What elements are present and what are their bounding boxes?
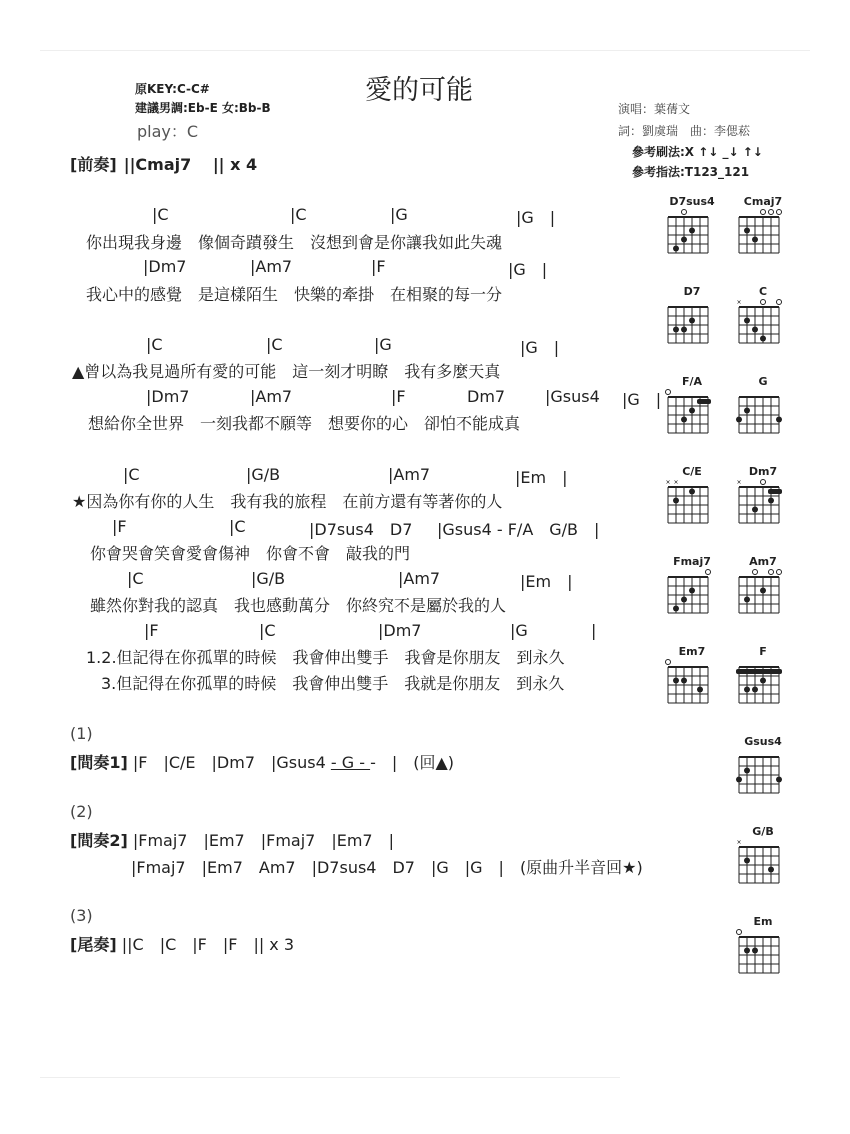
bottom-divider [40,1077,620,1078]
finger-dot [681,327,687,333]
chord-diagram-name: Cmaj7 [743,195,783,208]
interlude1-underlined: - G - [330,753,371,772]
open-string-marker [666,390,671,395]
finger-dot [673,246,679,252]
chord: |Am7 [250,387,293,406]
section-number: (3) [70,906,93,925]
finger-dot [697,687,703,693]
outro-row [70,932,294,955]
singer: 演唱：葉蒨文 [618,102,691,116]
finger-dot [689,588,695,594]
finger-dot [689,408,695,414]
muted-string-marker: × [736,299,742,306]
lyric-line: 1.2.但記得在你孤單的時候 我會伸出雙手 我會是你朋友 到永久 [86,648,565,667]
fretboard [662,387,714,443]
chord-diagram-name: Gsus4 [744,735,782,748]
finger-dot [744,597,750,603]
chord: |G [390,205,408,224]
chord-diagram-name: F [759,645,767,658]
chord: |G | [520,338,560,357]
finger-dot [752,948,758,954]
finger-dot [744,408,750,414]
chord: |Am7 [398,569,441,588]
finger-pattern: 參考指法:T123_121 [632,165,750,179]
interlude2-label: [間奏2] [70,831,128,850]
fretboard [662,207,714,263]
chord: |F [371,257,386,276]
open-string-marker [761,480,766,485]
finger-dot [744,858,750,864]
chord: |Dm7 [378,621,422,640]
suggested-key: 建議男調:Eb-E 女:Bb-B [135,101,271,115]
chord: |G | [508,260,548,279]
finger-dot [760,588,766,594]
finger-dot [673,606,679,612]
chord-diagram-name: Fmaj7 [673,555,711,568]
open-string-marker [769,210,774,215]
finger-dot [689,318,695,324]
chord: |C [229,517,246,536]
fretboard [733,927,785,983]
chord: |G [510,621,528,640]
open-string-marker [769,570,774,575]
chord: |C [146,335,163,354]
chord: |F [391,387,406,406]
open-string-marker [737,930,742,935]
chord: |D7sus4 D7 [309,520,413,539]
lyric-line: 你出現我身邊 像個奇蹟發生 沒想到會是你讓我如此失魂 [86,233,503,252]
finger-dot [776,417,782,423]
open-string-marker [666,660,671,665]
chord-diagram-name: C [758,285,768,298]
intro-chords: ||Cmaj7 || x 4 [123,155,258,174]
chord-diagram-cmaj7 [733,195,793,275]
lyric-line: 我心中的感覺 是這樣陌生 快樂的牽掛 在相聚的每一分 [86,285,503,304]
finger-dot [760,678,766,684]
chord: |C [123,465,140,484]
chord-diagram-name: Em [753,915,773,928]
finger-dot [689,489,695,495]
muted-string-marker: × [736,839,742,846]
chord-diagram-name: Em7 [678,645,706,658]
strum-pattern: 參考刷法:X ↑↓ _↓ ↑↓ [632,145,763,159]
finger-dot [736,417,742,423]
chord-diagram-c [733,285,793,365]
chord: |Gsus4 [545,387,600,406]
finger-dot [760,336,766,342]
finger-dot [673,327,679,333]
fretboard [662,657,714,713]
lyric-line: 3.但記得在你孤單的時候 我會伸出雙手 我就是你朋友 到永久 [101,674,565,693]
chord-diagram-d7 [662,285,722,365]
fretboard [662,567,714,623]
finger-dot [681,237,687,243]
intro-row [70,152,257,175]
fretboard [733,837,785,893]
finger-dot [752,327,758,333]
interlude1-label: [間奏1] [70,753,128,772]
chord: |G/B [251,569,286,588]
chord-diagram-name: Dm7 [748,465,778,478]
chord-diagram-d7sus4 [662,195,722,275]
lyric-line: 你會哭會笑會愛會傷神 你會不會 敲我的門 [90,544,411,563]
chord: |C [259,621,276,640]
finger-dot [673,498,679,504]
fretboard [662,477,714,533]
interlude1-chords: |F |C/E |Dm7 |Gsus4 [132,753,331,772]
open-string-marker [761,300,766,305]
finger-dot [689,228,695,234]
chord-diagram-g-b [733,825,793,905]
original-key: 原KEY:C-C# [135,82,210,96]
chord-diagram-name: F/A [681,375,703,388]
open-string-marker [761,210,766,215]
chord-diagram-name: G [758,375,768,388]
fretboard [733,207,785,263]
top-divider [40,50,810,51]
finger-dot [744,228,750,234]
play-key: play：C [137,122,199,141]
chord-diagram-em7 [662,645,722,725]
chord-diagram-name: C/E [682,465,702,478]
finger-dot [744,687,750,693]
open-string-marker [777,300,782,305]
interlude1-row [70,750,454,773]
finger-dot [768,867,774,873]
finger-dot [768,498,774,504]
chord-diagram-f-a [662,375,722,455]
chord-diagram-em [733,915,793,995]
lyric-line: ★因為你有你的人生 我有我的旅程 在前方還有等著你的人 [72,492,503,511]
finger-dot [752,687,758,693]
muted-string-marker: × [673,479,679,486]
fretboard [662,297,714,353]
finger-dot [736,777,742,783]
outro-label: [尾奏] [70,935,117,954]
interlude2-line2: |Fmaj7 |Em7 Am7 |D7sus4 D7 |G |G | (原曲升半音回★) [131,858,643,877]
chord: |Em | [515,468,568,487]
chord: |C [266,335,283,354]
chord: |G/B [246,465,281,484]
barre [697,399,711,404]
chord: |Gsus4 - F/A G/B | [437,520,600,539]
chord: | [591,621,597,640]
song-title: 愛的可能 [365,75,473,106]
chord-diagram-dm7 [733,465,793,545]
chord: |F [112,517,127,536]
chord-diagram-name: G/B [752,825,774,838]
chord: |G | [516,208,556,227]
finger-dot [744,948,750,954]
finger-dot [752,507,758,513]
chord: Dm7 [467,387,506,406]
chord: |C [152,205,169,224]
chord: |C [127,569,144,588]
chord-diagram-c-e [662,465,722,545]
open-string-marker [753,570,758,575]
open-string-marker [706,570,711,575]
finger-dot [752,237,758,243]
section-number: (2) [70,802,93,821]
interlude2-row [70,828,394,851]
chord: |F [144,621,159,640]
outro-chords: ||C |C |F |F || x 3 [121,935,295,954]
finger-dot [744,318,750,324]
fretboard [733,297,785,353]
open-string-marker [777,570,782,575]
muted-string-marker: × [665,479,671,486]
section-number: (1) [70,724,93,743]
finger-dot [776,777,782,783]
finger-dot [681,678,687,684]
chord-diagram-name: Am7 [749,555,777,568]
interlude2-line1: |Fmaj7 |Em7 |Fmaj7 |Em7 | [132,831,395,850]
chord: |Am7 [388,465,431,484]
chord: |Dm7 [143,257,187,276]
chord: |G | [622,390,662,409]
fretboard [733,657,785,713]
chord: |C [290,205,307,224]
muted-string-marker: × [736,479,742,486]
intro-label: [前奏] [70,155,117,174]
barre [736,669,782,674]
lyric-line: 雖然你對我的認真 我也感動萬分 你終究不是屬於我的人 [90,596,507,615]
chord-diagram-am7 [733,555,793,635]
lyric-line: 想給你全世界 一刻我都不願等 想要你的心 卻怕不能成真 [88,414,521,433]
chord: |Dm7 [146,387,190,406]
chord-diagram-g [733,375,793,455]
fretboard [733,747,785,803]
open-string-marker [682,210,687,215]
credits: 詞：劉虞瑞 曲：李偲菘 [618,124,751,138]
chord: |G [374,335,392,354]
fretboard [733,567,785,623]
open-string-marker [777,210,782,215]
chord-diagram-gsus4 [733,735,793,815]
barre [768,489,782,494]
lyric-line: ▲曾以為我見過所有愛的可能 這一刻才明瞭 我有多麼天真 [72,362,501,381]
chord-diagram-fmaj7 [662,555,722,635]
chord-diagram-f [733,645,793,725]
finger-dot [673,678,679,684]
chord-diagram-name: D7sus4 [669,195,715,208]
fretboard [733,387,785,443]
fretboard [733,477,785,533]
finger-dot [744,768,750,774]
chord-diagram-name: D7 [683,285,701,298]
finger-dot [681,597,687,603]
interlude1-end: - | (回▲) [370,753,455,772]
chord: |Em | [520,572,573,591]
chord: |Am7 [250,257,293,276]
finger-dot [681,417,687,423]
